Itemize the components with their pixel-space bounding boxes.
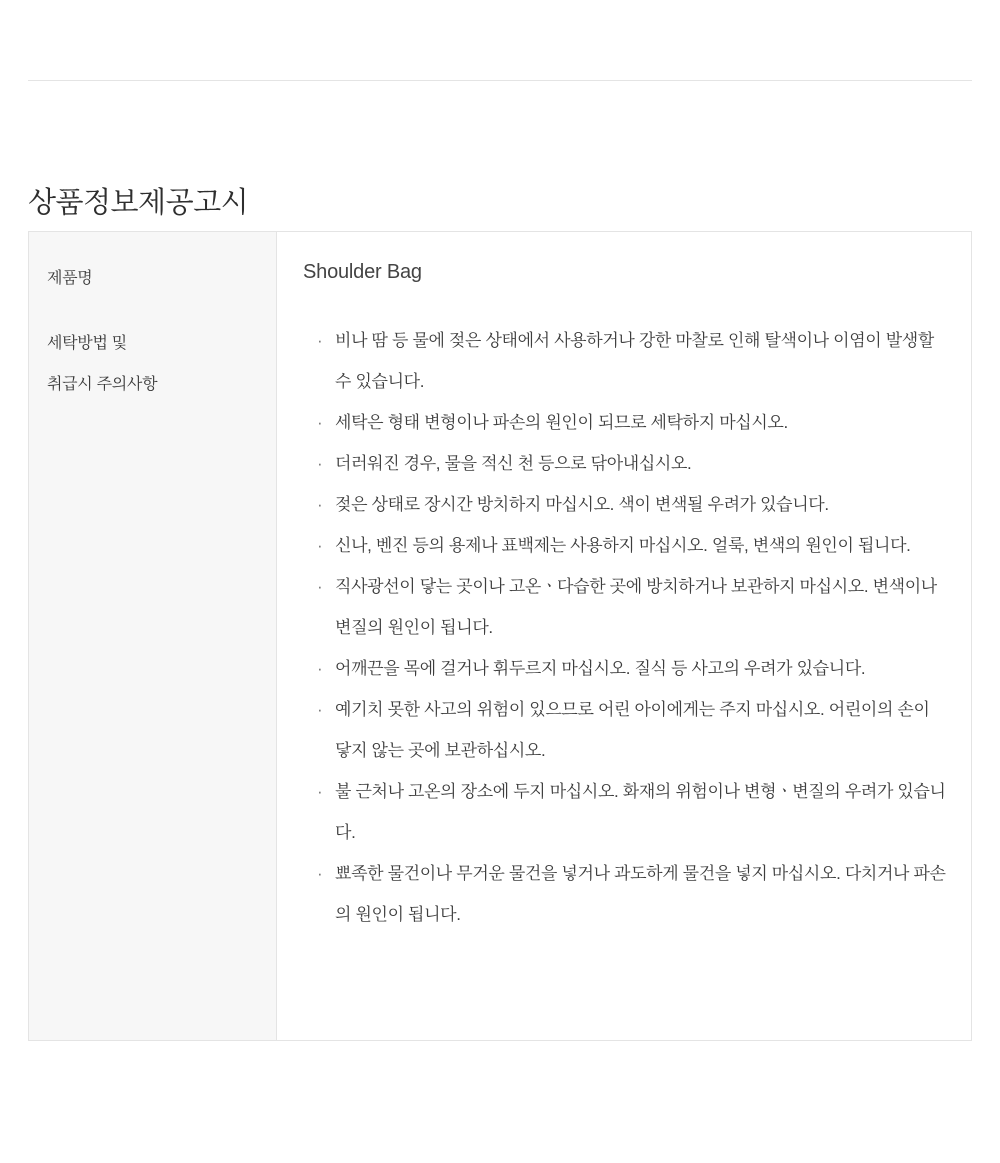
page-title: 상품정보제공고시	[28, 187, 249, 220]
product-name-value: Shoulder Bag	[303, 261, 422, 283]
list-item: · 예기치 못한 사고의 위험이 있으므로 어린 아이에게는 주지 마십시오. 어린이의 손이 닿지 않는 곳에 보관하십시오.	[303, 689, 947, 771]
list-item: · 세탁은 형태 변형이나 파손의 원인이 되므로 세탁하지 마십시오.	[303, 402, 947, 443]
table-row-content	[277, 232, 971, 1040]
list-item: · 불 근처나 고온의 장소에 두지 마십시오. 화재의 위험이나 변형ㆍ변질의 우려가 있습니다.	[303, 771, 947, 853]
top-divider	[28, 80, 972, 81]
list-item: · 어깨끈을 목에 걸거나 휘두르지 마십시오. 질식 등 사고의 우려가 있습니다.	[303, 648, 947, 689]
list-item: · 더러워진 경우, 물을 적신 천 등으로 닦아내십시오.	[303, 443, 947, 484]
care-instructions-list	[303, 320, 947, 935]
product-info-table	[28, 231, 972, 1041]
list-item: · 신나, 벤진 등의 용제나 표백제는 사용하지 마십시오. 얼룩, 변색의 원인이 됩니다.	[303, 525, 947, 566]
row-label-product-name: 제품명	[47, 270, 93, 287]
list-item: · 뾰족한 물건이나 무거운 물건을 넣거나 과도하게 물건을 넣지 마십시오. 다치거나 파손의 원인이 됩니다.	[303, 853, 947, 935]
row-label-care-line1: 세탁방법 및	[47, 335, 127, 352]
list-item: · 직사광선이 닿는 곳이나 고온ㆍ다습한 곳에 방치하거나 보관하지 마십시오. 변색이나 변질의 원인이 됩니다.	[303, 566, 947, 648]
row-label-care-line2: 취급시 주의사항	[47, 376, 158, 393]
list-item: · 젖은 상태로 장시간 방치하지 마십시오. 색이 변색될 우려가 있습니다.	[303, 484, 947, 525]
table-row-header	[29, 232, 277, 1040]
table-row	[29, 232, 971, 1040]
list-item: · 비나 땀 등 물에 젖은 상태에서 사용하거나 강한 마찰로 인해 탈색이나 이염이 발생할 수 있습니다.	[303, 320, 947, 402]
